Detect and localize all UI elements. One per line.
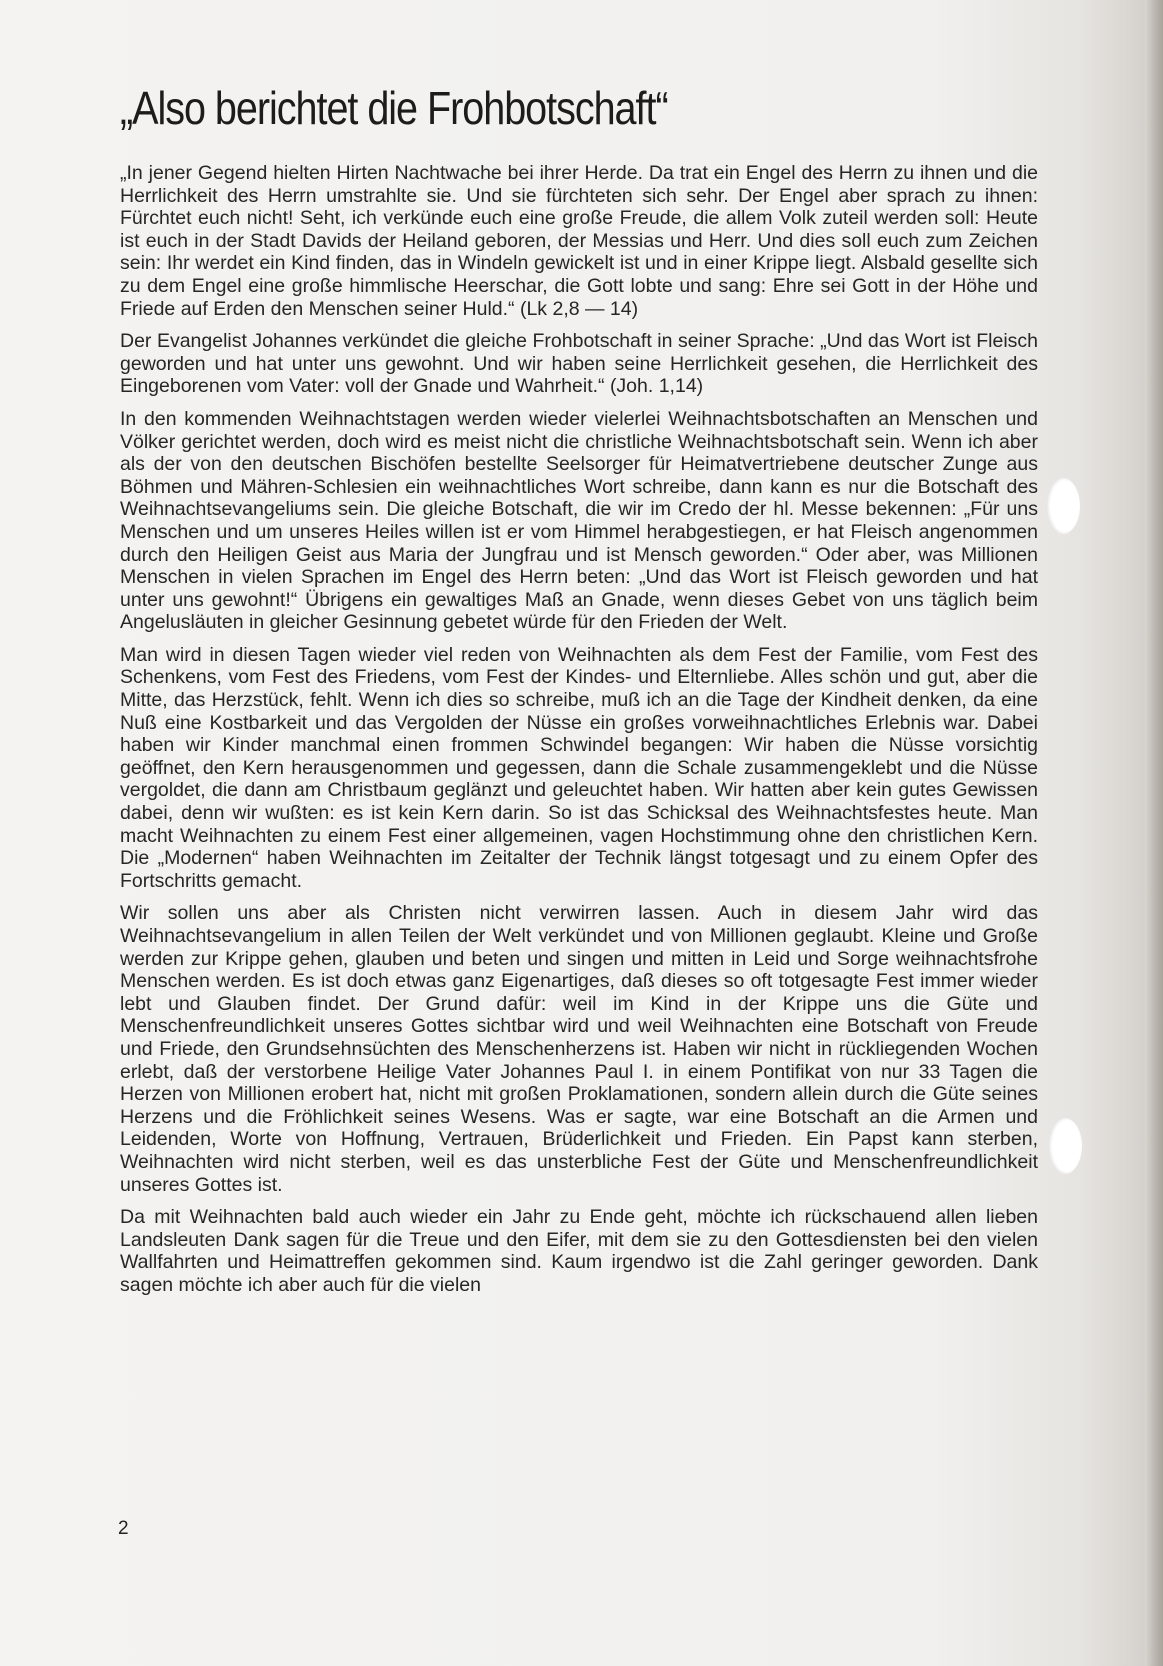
page-spine (1145, 0, 1163, 1666)
page-title: „Also berichtet die Frohbotschaft“ (120, 82, 668, 134)
paragraph-thanks: Da mit Weihnachten bald auch wieder ein Jahr zu Ende geht, möchte ich rückschauend allen lieben Landsleuten Dank sagen für die Treue und den Eifer, mit dem sie zu den Gottesdiensten bei den vielen Wallfahrten und Heimattreffen gekommen sind. Kaum irgendwo ist die Zahl geringer geworden. Dank sagen möchte ich aber auch für die vielen (120, 1206, 1038, 1296)
punch-hole-top (1046, 478, 1080, 534)
punch-hole-bottom (1048, 1118, 1082, 1174)
paragraph-luke-quote: „In jener Gegend hielten Hirten Nachtwache bei ihrer Herde. Da trat ein Engel des Herrn zu ihnen und die Herrlichkeit des Herrn umstrahlte sie. Und sie fürchteten sich sehr. Der Engel aber sprach zu ihnen: Fürchtet euch nicht! Seht, ich verkünde euch eine große Freude, die allem Volk zuteil werden soll: Heute ist euch in der Stadt Davids der Heiland geboren, der Messias und Herr. Und dies soll euch zum Zeichen sein: Ihr werdet ein Kind finden, das in Windeln gewickelt ist und in einer Krippe liegt. Alsbald gesellte sich zu dem Engel eine große himmlische Heerschar, die Gott lobte und sang: Ehre sei Gott in der Höhe und Friede auf Erden den Menschen seiner Huld.“ (Lk 2,8 — 14) (120, 162, 1038, 320)
article-body (120, 162, 1038, 1307)
page-number: 2 (118, 1518, 129, 1539)
paragraph-john-quote: Der Evangelist Johannes verkündet die gleiche Frohbotschaft in seiner Sprache: „Und das Wort ist Fleisch geworden und hat unter uns gewohnt. Und wir haben seine Herrlichkeit gesehen, die Herrlichkeit des Eingeborenen vom Vater: voll der Gnade und Wahrheit.“ (Joh. 1,14) (120, 330, 1038, 398)
paragraph-christians: Wir sollen uns aber als Christen nicht verwirren lassen. Auch in diesem Jahr wird das Weihnachtsevangelium in allen Teilen der Welt verkündet und von Millionen geglaubt. Kleine und Große werden zur Krippe gehen, glauben und beten und singen und mitten in Leid und Sorge weihnachtsfrohe Menschen werden. Es ist doch etwas ganz Eigenartiges, daß dieses so oft totgesagte Fest immer wieder lebt und Glauben findet. Der Grund dafür: weil im Kind in der Krippe uns die Güte und Menschenfreundlichkeit unseres Gottes sichtbar wird und weil Weihnachten eine Botschaft von Freude und Friede, den Grundsehnsüchten des Menschenherzens ist. Haben wir nicht in rückliegenden Wochen erlebt, daß der verstorbene Heilige Vater Johannes Paul I. in einem Pontifikat von nur 33 Tagen die Herzen von Millionen erobert hat, nicht mit großen Proklamationen, sondern allein durch die Güte seines Herzens und die Fröhlichkeit seines Wesens. Was er sagte, war eine Botschaft an die Armen und Leidenden, Worte von Hoffnung, Vertrauen, Brüderlichkeit und Frieden. Ein Papst kann sterben, Weihnachten wird nicht sterben, weil es das unsterbliche Fest der Güte und Menschenfreundlichkeit unseres Gottes ist. (120, 902, 1038, 1196)
paragraph-christmas-message: In den kommenden Weihnachtstagen werden wieder vielerlei Weihnachtsbotschaften an Menschen und Völker gerichtet werden, doch wird es meist nicht die christliche Weihnachtsbotschaft sein. Wenn ich aber als der von den deutschen Bischöfen bestellte Seelsorger für Heimatvertriebene deutscher Zunge aus Böhmen und Mähren-Schlesien ein weihnachtliches Wort schreibe, dann kann es nur die Botschaft des Weihnachtsevangeliums sein. Die gleiche Botschaft, die wir im Credo der hl. Messe bekennen: „Für uns Menschen und um unseres Heiles willen ist er vom Himmel herabgestiegen, er hat Fleisch angenommen durch den Heiligen Geist aus Maria der Jungfrau und ist Mensch geworden.“ Oder aber, was Millionen Menschen in vielen Sprachen im Engel des Herrn beten: „Und das Wort ist Fleisch geworden und hat unter uns gewohnt!“ Übrigens ein gewaltiges Maß an Gnade, wenn dieses Gebet von uns täglich beim Angelusläuten in gleicher Gesinnung gebetet würde für den Frieden der Welt. (120, 407, 1038, 634)
paragraph-nut-story: Man wird in diesen Tagen wieder viel reden von Weihnachten als dem Fest der Familie, vom Fest des Schenkens, vom Fest des Friedens, vom Fest der Kindes- und Elternliebe. Alles schön und gut, aber die Mitte, das Herzstück, fehlt. Wenn ich dies so schreibe, muß ich an die Tage der Kindheit denken, da eine Nuß eine Kostbarkeit und das Vergolden der Nüsse ein großes vorweihnachtliches Erlebnis war. Dabei haben wir Kinder manchmal einen frommen Schwindel begangen: Wir haben die Nüsse vorsichtig geöffnet, den Kern herausgenommen und gegessen, dann die Schale zusammengeklebt und die Nüsse vergoldet, die dann am Christbaum geglänzt und geleuchtet haben. Wir hatten aber kein gutes Gewissen dabei, denn wir wußten: es ist kein Kern darin. So ist das Schicksal des Weihnachtsfestes heute. Man macht Weihnachten zu einem Fest einer allgemeinen, vagen Hochstimmung ohne den christlichen Kern. Die „Modernen“ haben Weihnachten im Zeitalter der Technik längst totgesagt und zu einem Opfer des Fortschritts gemacht. (120, 643, 1038, 892)
